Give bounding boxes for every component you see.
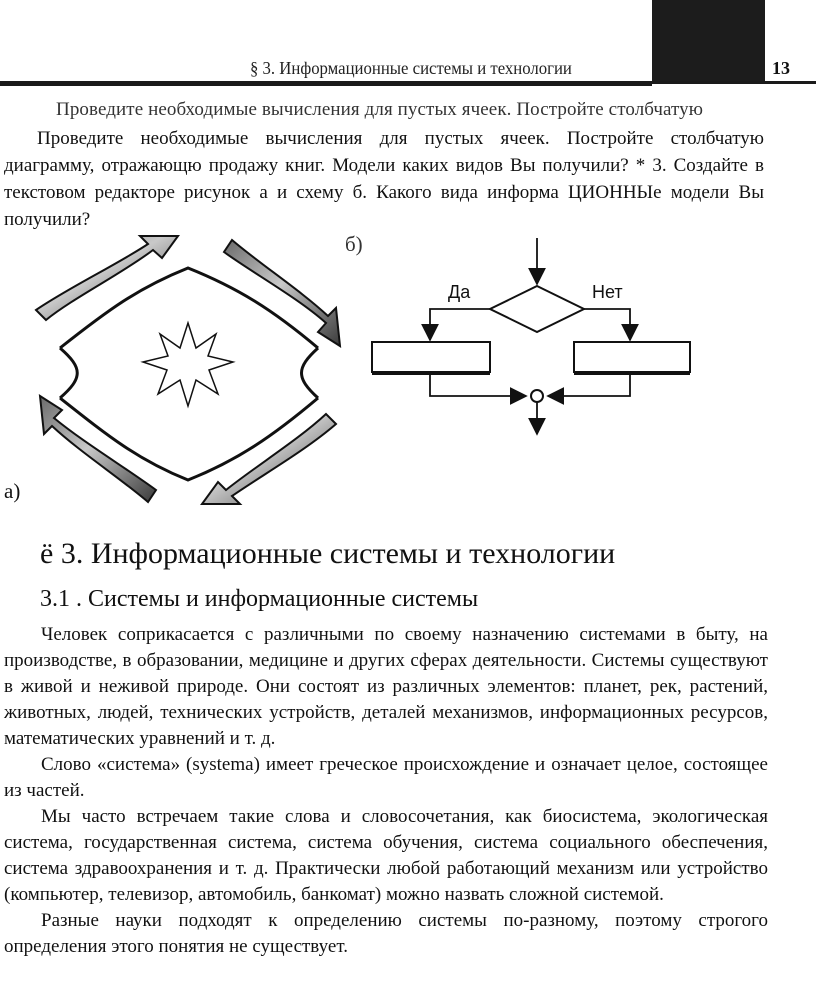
body-paragraph: Человек соприкасается с различными по своему назначению системами в быту, на производстве, в образовании, медицине и других сферах деятельности. Системы существуют в живой и неживой природе. Они состоят из различных элементов: планет, рек, растений, животных, людей, технических устройств, деталей механизмов, информационных ресурсов, математических уравнений и т. д. — [4, 624, 768, 749]
flowchart-diagram — [362, 234, 702, 439]
flow-arrow-merge-left — [430, 374, 526, 396]
flow-arrow-yes — [430, 309, 490, 340]
running-title: § 3. Информационные системы и технологии — [250, 58, 572, 78]
curved-arrow-bottom-left — [40, 396, 156, 502]
task-ghost-line: Проведите необходимые вычисления для пустых ячеек. Постройте столбчатую — [56, 99, 704, 120]
header-rule-right — [652, 81, 816, 84]
flow-yes-label: Да — [448, 282, 471, 302]
process-box-right — [574, 342, 690, 372]
star-icon — [143, 323, 233, 406]
body-paragraph: Мы часто встречаем такие слова и словосочетания, как биосистема, экологическая система, государственная система, система обучения, система социального обеспечения, система здравоохранения и т. д. Практически любой работающий механизм или устройство (компьютер, телевизор, автомобиль, банкомат) можно назвать сложной системой. — [4, 806, 768, 905]
page-number: 13 — [772, 58, 790, 78]
flow-arrow-no — [584, 309, 630, 340]
figure-b-label: б) — [345, 232, 363, 256]
task-paragraph: Проведите необходимые вычисления для пустых ячеек. Постройте столбчатую диаграмму, отражающю продажу книг. Модели каких видов Вы получили? * 3. Создайте в текстовом редакторе рисунок а и схему б. Какого вида информа ЦИОННЫе модели Вы получили? — [4, 128, 764, 230]
flow-no-label: Нет — [592, 282, 623, 302]
body-paragraph: Слово «система» (systema) имеет греческое происхождение и означает целое, состоящее из частей. — [4, 754, 768, 801]
section-title: ё 3. Информационные системы и технологии — [40, 537, 616, 570]
header-rule — [0, 81, 652, 86]
flow-arrow-merge-right — [548, 374, 630, 396]
figure-a-drawing — [28, 228, 344, 513]
subsection-title: 3.1 . Системы и информационные системы — [40, 586, 479, 612]
process-box-left — [372, 342, 490, 372]
curved-arrow-bottom-right — [202, 414, 336, 504]
curved-arrow-top-left — [36, 236, 178, 320]
header-black-block — [652, 0, 765, 84]
decision-diamond — [490, 286, 584, 332]
figure-a-label: а) — [4, 479, 21, 503]
section-body — [4, 622, 768, 960]
merge-node — [531, 390, 543, 402]
body-paragraph: Разные науки подходят к определению системы по-разному, поэтому строгого определения этого понятия не существует. — [4, 910, 768, 957]
